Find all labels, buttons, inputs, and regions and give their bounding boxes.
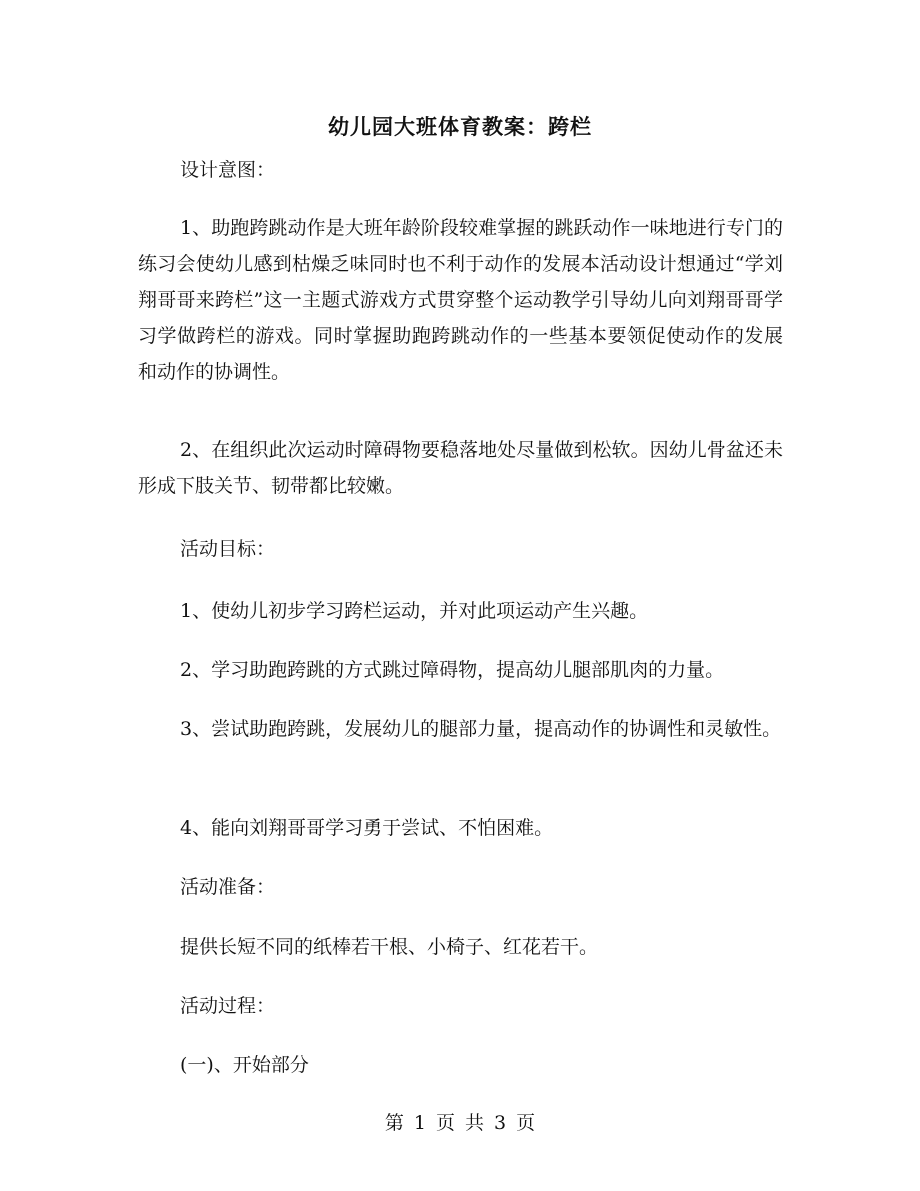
page-number-footer: 第 1 页 共 3 页 [384, 1112, 536, 1134]
activity-preparation-text: 提供长短不同的纸棒若干根、小椅子、红花若干。 [180, 936, 599, 958]
design-intent-heading: 设计意图： [180, 159, 276, 181]
design-intent-paragraph-2: 2、在组织此次运动时障碍物要稳落地处尽量做到松软。因幼儿骨盆还未形成下肢关节、韧带都比较嫩。 [138, 439, 783, 497]
activity-process-heading: 活动过程： [180, 995, 276, 1017]
document-title: 幼儿园大班体育教案：跨栏 [328, 114, 592, 139]
activity-goal-2: 2、学习助跑跨跳的方式跳过障碍物，提高幼儿腿部肌肉的力量。 [180, 659, 725, 681]
activity-goal-1: 1、使幼儿初步学习跨栏运动，并对此项运动产生兴趣。 [180, 600, 649, 622]
design-intent-paragraph-1: 1、助跑跨跳动作是大班年龄阶段较难掌握的跳跃动作一味地进行专门的练习会使幼儿感到枯燥乏味同时也不利于动作的发展本活动设计想通过“学刘翔哥哥来跨栏”这一主题式游戏方式贯穿整个运动教学引导幼儿向刘翔哥哥学习学做跨栏的游戏。同时掌握助跑跨跳动作的一些基本要领促使动作的发展和动作的协调性。 [138, 217, 783, 383]
activity-goal-4: 4、能向刘翔哥哥学习勇于尝试、不怕困难。 [180, 817, 554, 839]
activity-process-part-1: (一)、开始部分 [180, 1054, 309, 1076]
activity-goal-3: 3、尝试助跑跨跳，发展幼儿的腿部力量，提高动作的协调性和灵敏性。 [180, 718, 782, 740]
activity-goals-heading: 活动目标： [180, 538, 276, 560]
activity-preparation-heading: 活动准备： [180, 876, 276, 898]
